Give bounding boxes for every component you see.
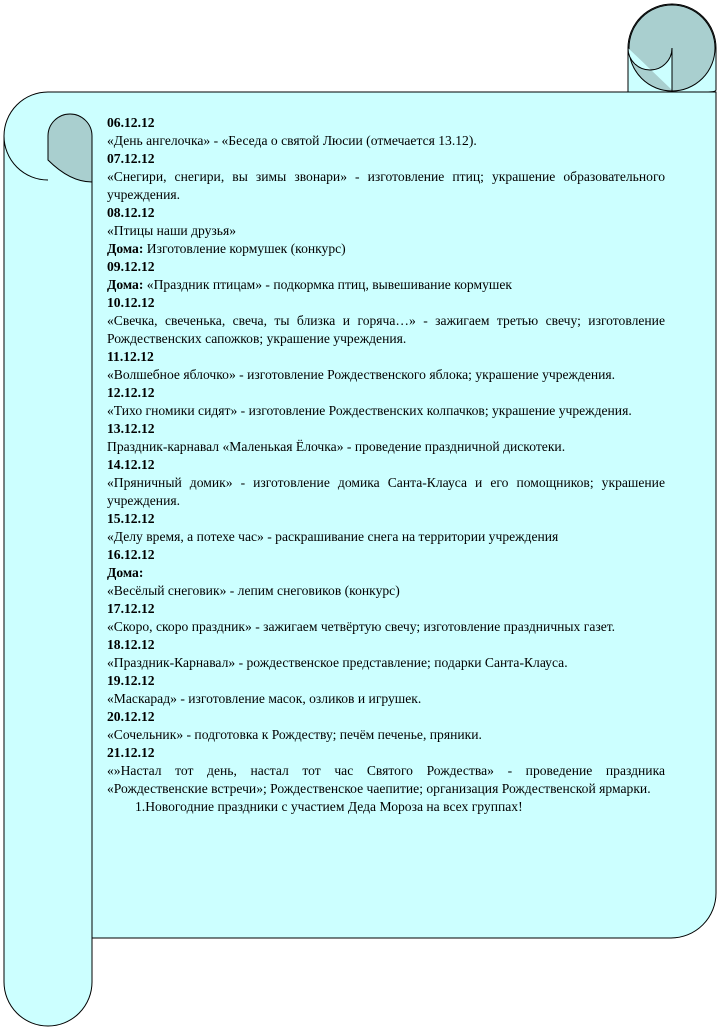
schedule-entry — [107, 348, 665, 384]
entry-text: «Свечка, свеченька, свеча, ты близка и горяча…» - зажигаем третью свечу; изготовление Рождественских сапожков; украшение учреждения. — [107, 313, 665, 346]
schedule-entry — [107, 114, 665, 150]
entry-description — [107, 366, 665, 384]
entry-text: «Маскарад» - изготовление масок, озликов и игрушек. — [107, 691, 422, 706]
entry-prefix: Дома: — [107, 241, 144, 256]
entry-date: 19.12.12 — [107, 673, 155, 688]
schedule-entry — [107, 294, 665, 348]
schedule-entry — [107, 510, 665, 546]
final-note: 1.Новогодние праздники с участием Деда Мороза на всех группах! — [135, 799, 523, 814]
entry-description — [107, 240, 665, 258]
schedule-text — [107, 114, 665, 816]
schedule-entry — [107, 258, 665, 294]
entry-date: 06.12.12 — [107, 115, 155, 130]
entry-text: «Пряничный домик» - изготовление домика Санта-Клауса и его помощников; украшение учреждения. — [107, 475, 665, 508]
entry-text: «Праздник-Карнавал» - рождественское представление; подарки Санта-Клауса. — [107, 655, 568, 670]
entry-date: 09.12.12 — [107, 259, 155, 274]
entry-date: 13.12.12 — [107, 421, 155, 436]
entry-text: «Скоро, скоро праздник» - зажигаем четвёртую свечу; изготовление праздничных газет. — [107, 619, 616, 634]
schedule-entry — [107, 600, 665, 636]
entry-description — [107, 222, 665, 240]
schedule-entry — [107, 456, 665, 510]
entry-description — [107, 564, 665, 582]
entry-text: «Весёлый снеговик» - лепим снеговиков (конкурс) — [107, 583, 400, 598]
entry-text: «Волшебное яблочко» - изготовление Рождественского яблока; украшение учреждения. — [107, 367, 616, 382]
entry-description — [107, 582, 665, 600]
entry-date: 14.12.12 — [107, 457, 155, 472]
schedule-entry — [107, 708, 665, 744]
entry-date: 12.12.12 — [107, 385, 155, 400]
entry-text: «Тихо гномики сидят» - изготовление Рождественских колпачков; украшение учреждения. — [107, 403, 632, 418]
schedule-entry — [107, 150, 665, 204]
entry-text: «Праздник птицам» - подкормка птиц, вывешивание кормушек — [143, 277, 512, 292]
entry-description — [107, 654, 665, 672]
entry-description — [107, 726, 665, 744]
entry-text: «Снегири, снегири, вы зимы звонари» - изготовление птиц; украшение образовательного учреждения. — [107, 169, 665, 202]
schedule-entry — [107, 546, 665, 600]
schedule-entry — [107, 384, 665, 420]
entry-description — [107, 690, 665, 708]
entry-text: Праздник-карнавал «Маленькая Ёлочка» - проведение праздничной дискотеки. — [107, 439, 566, 454]
entry-text: Изготовление кормушек (конкурс) — [143, 241, 346, 256]
schedule-entry — [107, 420, 665, 456]
entry-date: 15.12.12 — [107, 511, 155, 526]
entry-date: 18.12.12 — [107, 637, 155, 652]
schedule-entry — [107, 204, 665, 258]
entry-date: 08.12.12 — [107, 205, 155, 220]
entry-text: «День ангелочка» - «Беседа о святой Люсии (отмечается 13.12). — [107, 133, 477, 148]
entry-date: 16.12.12 — [107, 547, 155, 562]
schedule-entry — [107, 636, 665, 672]
entry-description — [107, 276, 665, 294]
entry-date: 20.12.12 — [107, 709, 155, 724]
entry-description — [107, 474, 665, 510]
schedule-entry — [107, 672, 665, 708]
entry-description — [107, 402, 665, 420]
entry-date: 11.12.12 — [107, 349, 154, 364]
entry-prefix: Дома: — [107, 565, 144, 580]
entry-text: «Делу время, а потехе час» - раскрашивание снега на территории учреждения — [107, 529, 559, 544]
entry-date: 17.12.12 — [107, 601, 155, 616]
entry-description — [107, 312, 665, 348]
entry-description — [107, 132, 665, 150]
entry-text: «Птицы наши друзья» — [107, 223, 237, 238]
entry-description — [107, 618, 665, 636]
entry-date: 21.12.12 — [107, 745, 155, 760]
schedule-entry — [107, 744, 665, 798]
entry-description — [107, 168, 665, 204]
entry-date: 07.12.12 — [107, 151, 155, 166]
entry-description — [107, 762, 665, 798]
entry-text: «»Настал тот день, настал тот час Святого Рождества» - проведение праздника «Рождественские встречи»; Рождественское чаепитие; организация Рождественской ярмарки. — [107, 763, 665, 796]
entry-description — [107, 528, 665, 546]
entry-date: 10.12.12 — [107, 295, 155, 310]
entry-text: «Сочельник» - подготовка к Рождеству; печём печенье, пряники. — [107, 727, 482, 742]
entry-description — [107, 438, 665, 456]
entry-prefix: Дома: — [107, 277, 144, 292]
